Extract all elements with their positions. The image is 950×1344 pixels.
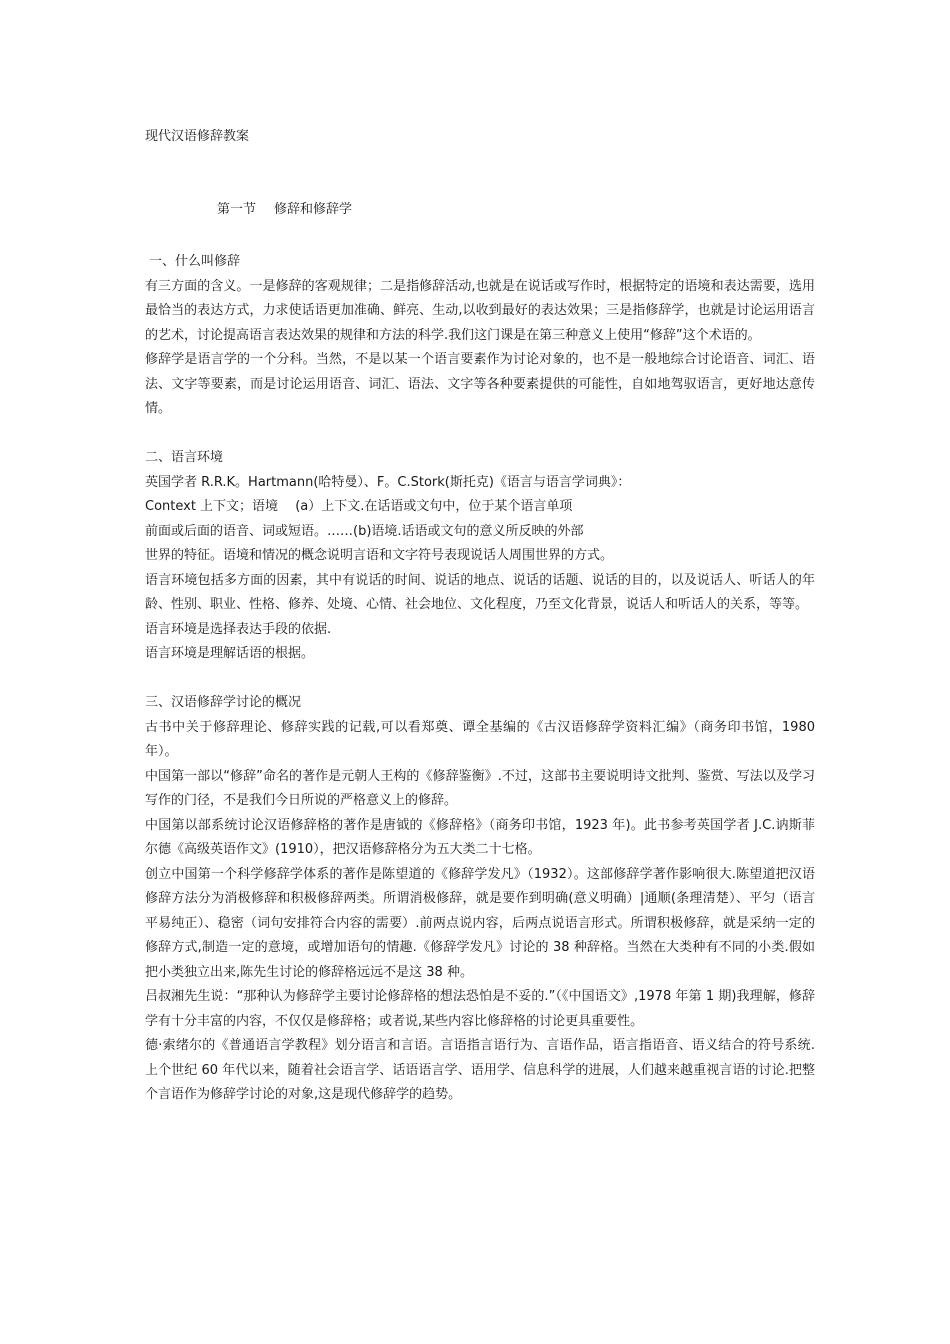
paragraph: 创立中国第一个科学修辞学体系的著作是陈望道的《修辞学发凡》（1932）。这部修辞学著作影响很大.陈望道把汉语修辞方法分为消极修辞和积极修辞两类。所谓消极修辞，就是要作到明确(意义明确）|通顺(条理清楚）、平匀（语言平易纯正）、稳密（词句安排符合内容的需要）.前两点说内容，后两点说语言形式。所谓积极修辞，就是采纳一定的修辞方式,制造一定的意境，或增加语句的情趣.《修辞学发凡》讨论的 38 种辞格。当然在大类种有不同的小类.假如把小类独立出来,陈先生讨论的修辞格远远不是这 38 种。	[145, 866, 815, 980]
part-heading: 二、语言环境	[145, 450, 224, 465]
part-heading: 三、汉语修辞学讨论的概况	[145, 695, 302, 710]
paragraph: 古书中关于修辞理论、修辞实践的记载,可以看郑奠、谭全基编的《古汉语修辞学资料汇编》（商务印书馆，1980 年）。	[145, 719, 815, 759]
paragraph: 语言环境是理解话语的根据。	[145, 646, 315, 661]
blank-line	[145, 667, 815, 692]
paragraph: 英国学者 R.R.K。Hartmann(哈特曼）、F。C.Stork(斯托克)《语言与语言学词典》：	[145, 474, 631, 490]
paragraph: 有三方面的含义。一是修辞的客观规律；二是指修辞活动,也就是在说话或写作时，根据特定的语境和表达需要，选用最恰当的表达方式，力求使话语更加准确、鲜亮、生动,以收到最好的表达效果；三是指修辞学，也就是讨论运用语言的艺术，讨论提高语言表达效果的规律和方法的科学.我们这门课是在第三种意义上使用“修辞”这个术语的。	[145, 278, 815, 343]
paragraph: 中国第一部以“修辞”命名的著作是元朝人王构的《修辞鉴衡》.不过，这部书主要说明诗文批判、鉴赏、写法以及学习写作的门径，不是我们今日所说的严格意义上的修辞。	[145, 768, 815, 808]
part-heading: 一、什么叫修辞	[149, 254, 241, 269]
paragraph: 修辞学是语言学的一个分科。当然，不是以某一个语言要素作为讨论对象的，也不是一般地综合讨论语音、词汇、语法、文字等要素，而是讨论运用语音、词汇、语法、文字等各种要素提供的可能性，自如地驾驭语言，更好地达意传情。	[145, 352, 815, 416]
paragraph: 中国第以部系统讨论汉语修辞格的著作是唐钺的《修辞格》（商务印书馆，1923 年)。此书参考英国学者 J.C.讷斯菲尔德《高级英语作文》(1910），把汉语修辞格分为五大类二十七格。	[145, 817, 815, 857]
section-name: 修辞和修辞学	[274, 202, 353, 217]
document-title: 现代汉语修辞教案	[145, 129, 250, 144]
paragraph: 世界的特征。语境和情况的概念说明言语和文字符号表现说话人周围世界的方式。	[145, 548, 614, 563]
paragraph: Context 上下文；语境 (a）上下文.在话语或文句中，位于某个语言单项	[145, 499, 573, 514]
paragraph: 德·索绪尔的《普通语言学教程》划分语言和言语。言语指言语行为、言语作品，语言指语音、语义结合的符号系统.上个世纪 60 年代以来，随着社会语言学、话语语言学、语用学、信息科学的进展，人们越来越重视言语的讨论.把整个言语作为修辞学讨论的对象,这是现代修辞学的趋势。	[145, 1038, 815, 1102]
paragraph: 语言环境包括多方面的因素，其中有说话的时间、说话的地点、说话的话题、说话的目的，以及说话人、听话人的年龄、性别、职业、性格、修养、处境、心情、社会地位、文化程度，乃至文化背景，说话人和听话人的关系，等等。	[145, 572, 815, 612]
paragraph: 语言环境是选择表达手段的依据.	[145, 621, 332, 637]
section-heading	[217, 199, 352, 221]
section-number: 第一节	[217, 202, 257, 217]
paragraph: 吕叔湘先生说：“那种认为修辞学主要讨论修辞格的想法恐怕是不妥的.”（《中国语文》,1978 年第 1 期)我理解，修辞学有十分丰富的内容，不仅仅是修辞格；或者说,某些内容比修辞格的讨论更具重要性。	[145, 989, 815, 1029]
paragraph: 前面或后面的语音、词或短语。……(b)语境.话语或文句的意义所反映的外部	[145, 523, 584, 539]
document-body	[145, 250, 815, 1108]
blank-line	[145, 422, 815, 447]
